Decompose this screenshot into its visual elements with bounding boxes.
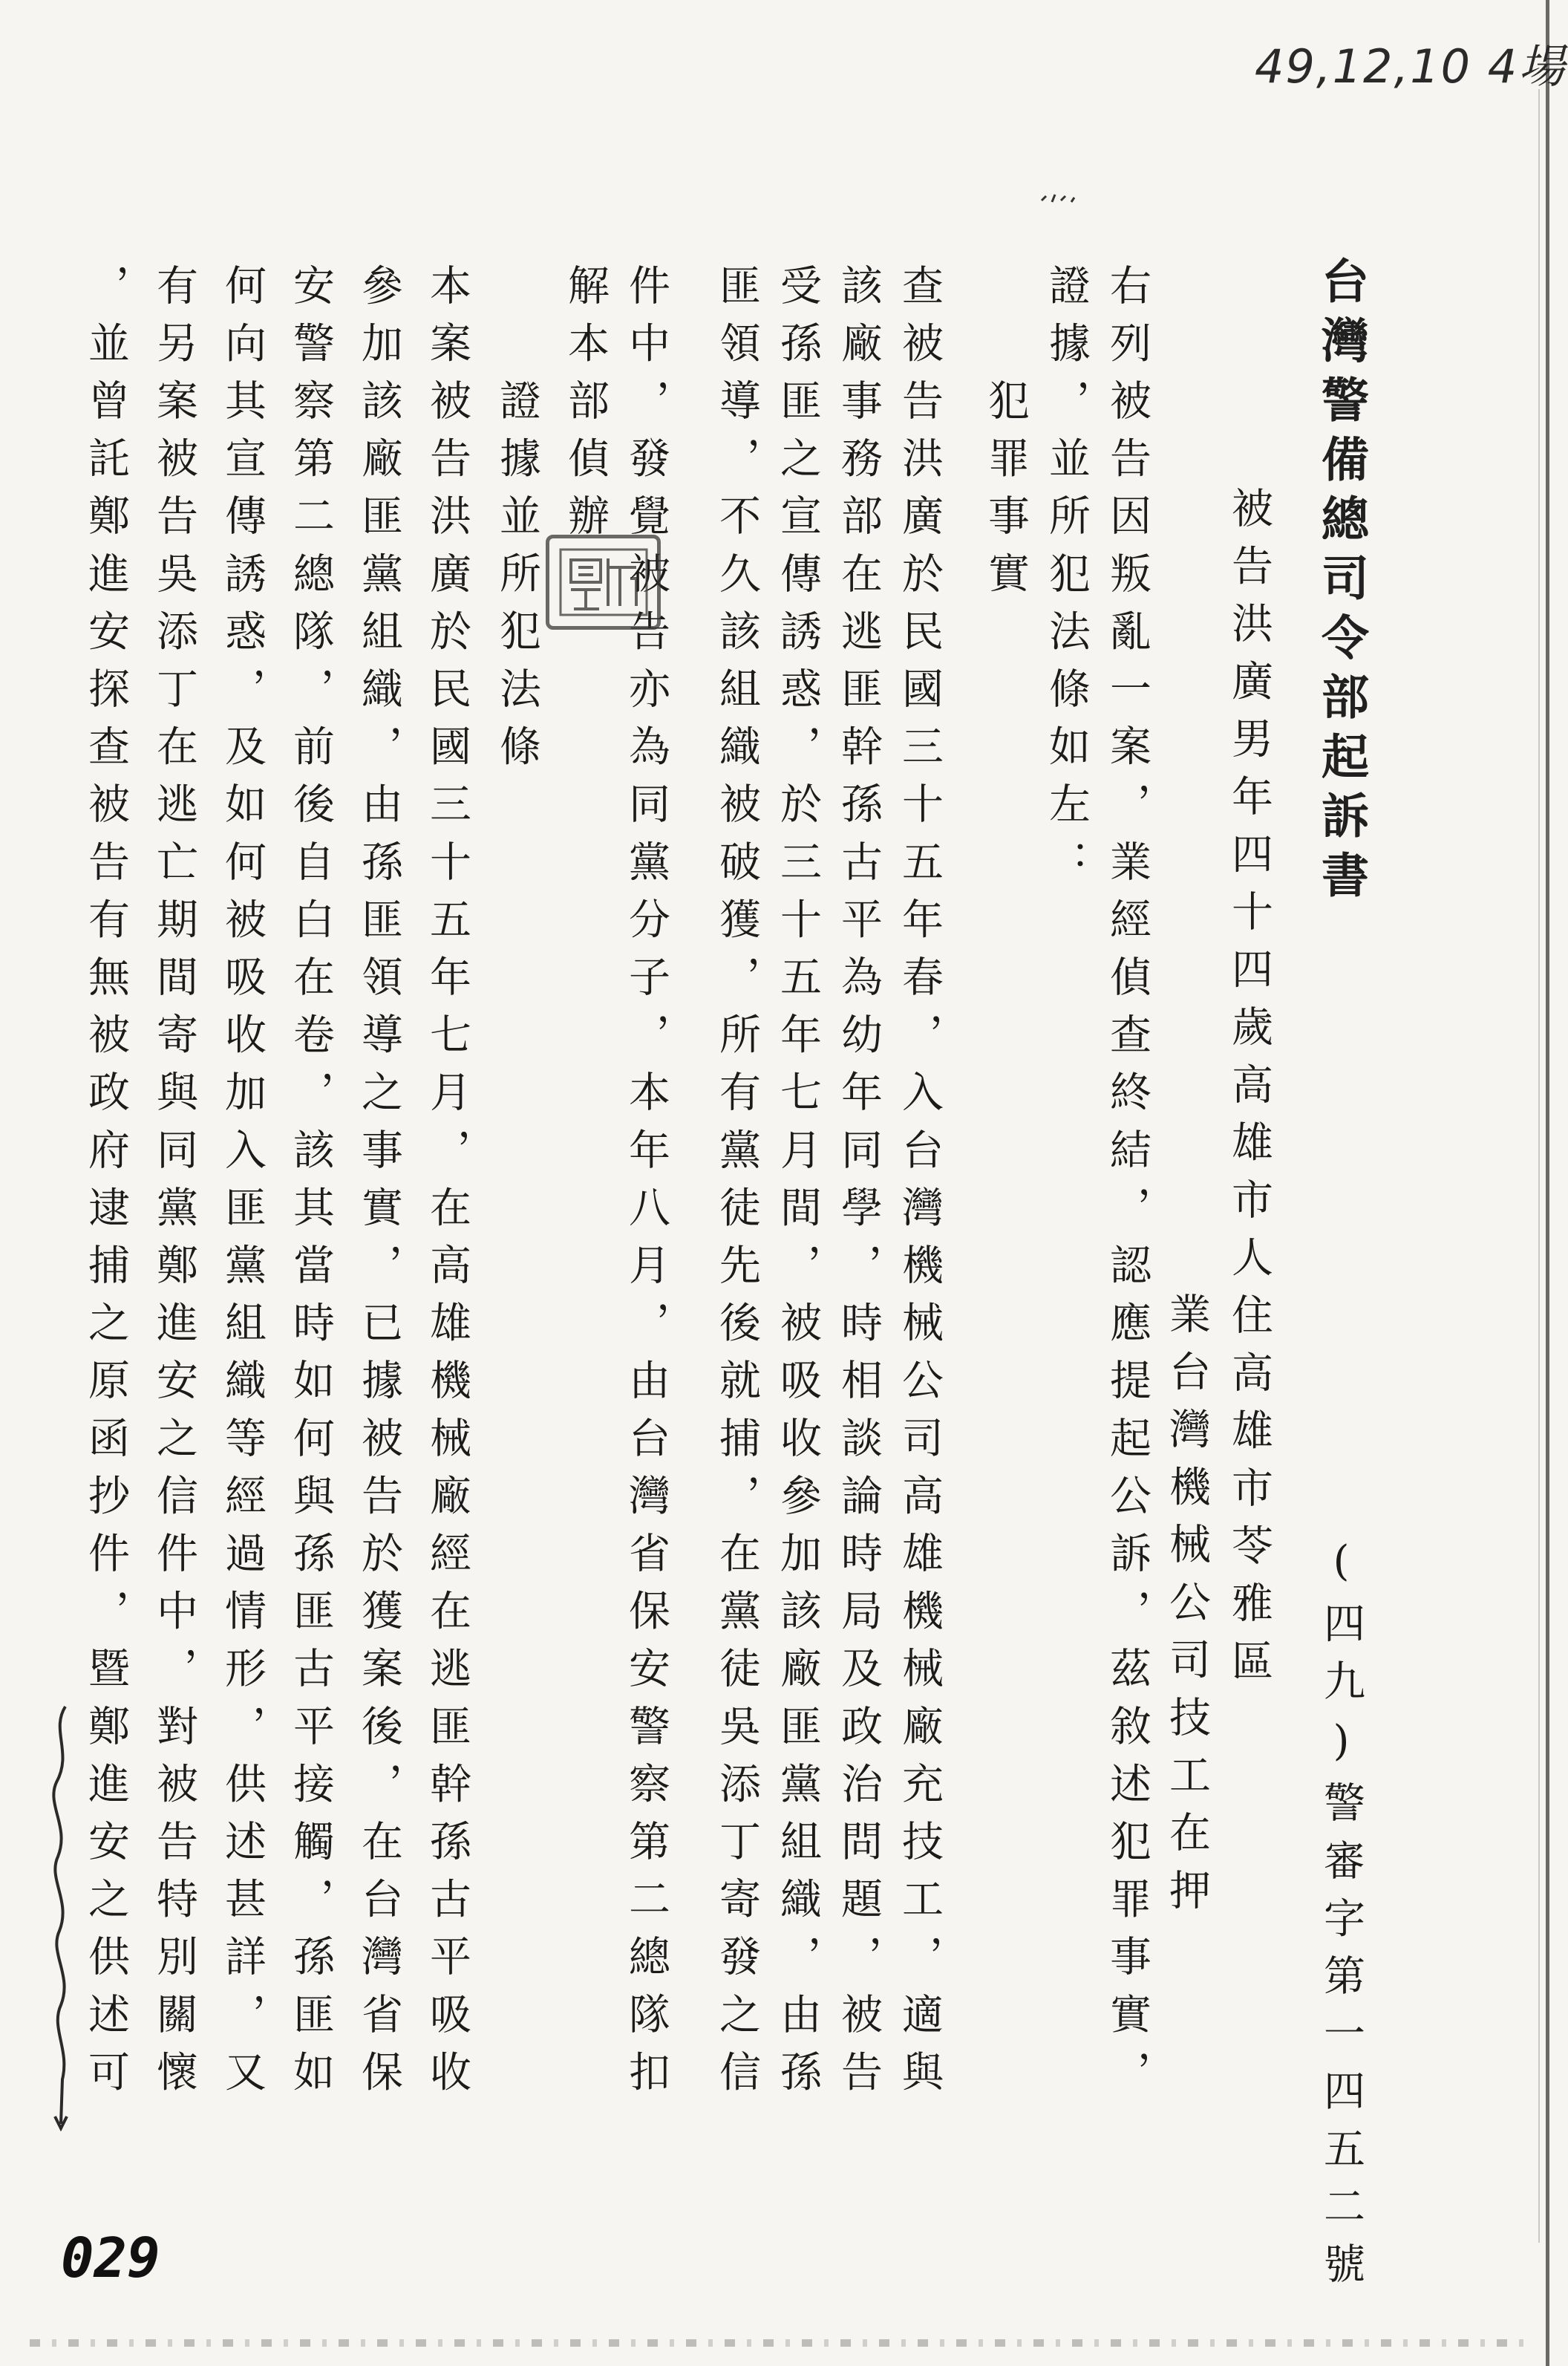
body-column-15: 有另案被告吳添丁在逃亡期間寄與同黨鄭進安之信件中，對被告特別關懷: [150, 264, 198, 2108]
page-number: 029: [61, 2226, 160, 2290]
case-number: (四九)警審字第一四五二號: [1317, 1537, 1365, 2300]
body-column-6: 受孫匪之宣傳誘惑，於三十五年七月間，被吸收參加該廠匪黨組織，由孫: [774, 264, 822, 2108]
scan-noise-strip: [30, 2339, 1523, 2347]
binding-shadow-line: [1538, 89, 1540, 2243]
body-column-7: 匪領導，不久該組織被破獲，所有黨徒先後就捕，在黨徒吳添丁寄發之信: [713, 264, 761, 2108]
defendant-occupation: 業台灣機械公司技工在押: [1163, 1292, 1211, 1926]
body-column-16: ，並曾託鄭進安探查被告有無被政府逮捕之原函抄件，暨鄭進安之供述可: [82, 264, 130, 2108]
body-column-12: 參加該廠匪黨組織，由孫匪領導之事實，已據被告於獲案後，在台灣省保: [355, 264, 403, 2108]
seal-stamp: [546, 535, 661, 630]
section-heading-evidence: 證據並所犯法條: [493, 379, 541, 783]
body-column-4: 查被告洪廣於民國三十五年春，入台灣機械公司高雄機械廠充技工，適與: [895, 264, 944, 2108]
body-column-2: 證據，並所犯法條如左：: [1042, 264, 1091, 898]
defendant-info: 被告洪廣男年四十四歲高雄市人住高雄市苓雅區: [1225, 486, 1273, 1697]
body-column-8: 件中，發覺被告亦為同黨分子，本年八月，由台灣省保安警察第二總隊扣: [622, 264, 670, 2108]
body-column-11: 本案被告洪廣於民國三十五年七月，在高雄機械廠經在逃匪幹孫古平吸收: [423, 264, 471, 2108]
body-column-14: 何向其宣傳誘惑，及如何被吸收加入匪黨組織等經過情形，供述甚詳，又: [218, 264, 267, 2108]
handwritten-date-note: 49,12,10 4場: [1255, 39, 1567, 94]
margin-squiggle-mark: [43, 1701, 77, 2131]
body-column-9: 解本部偵辦: [561, 264, 610, 552]
section-heading-facts: 犯罪事實: [981, 379, 1030, 610]
tick-marks: [1036, 180, 1088, 217]
body-column-13: 安警察第二總隊，前後自白在卷，該其當時如何與孫匪古平接觸，孫匪如: [287, 264, 335, 2108]
binding-edge-line: [1546, 0, 1549, 2366]
body-column-1: 右列被告因叛亂一案，業經偵查終結，認應提起公訴，茲敘述犯罪事實，: [1103, 264, 1152, 2108]
document-title: 台灣警備總司令部起訴書: [1313, 256, 1369, 910]
body-column-5: 該廠事務部在逃匪幹孫古平為幼年同學，時相談論時局及政治問題，被告: [834, 264, 883, 2108]
seal-glyph-icon: [556, 545, 651, 619]
